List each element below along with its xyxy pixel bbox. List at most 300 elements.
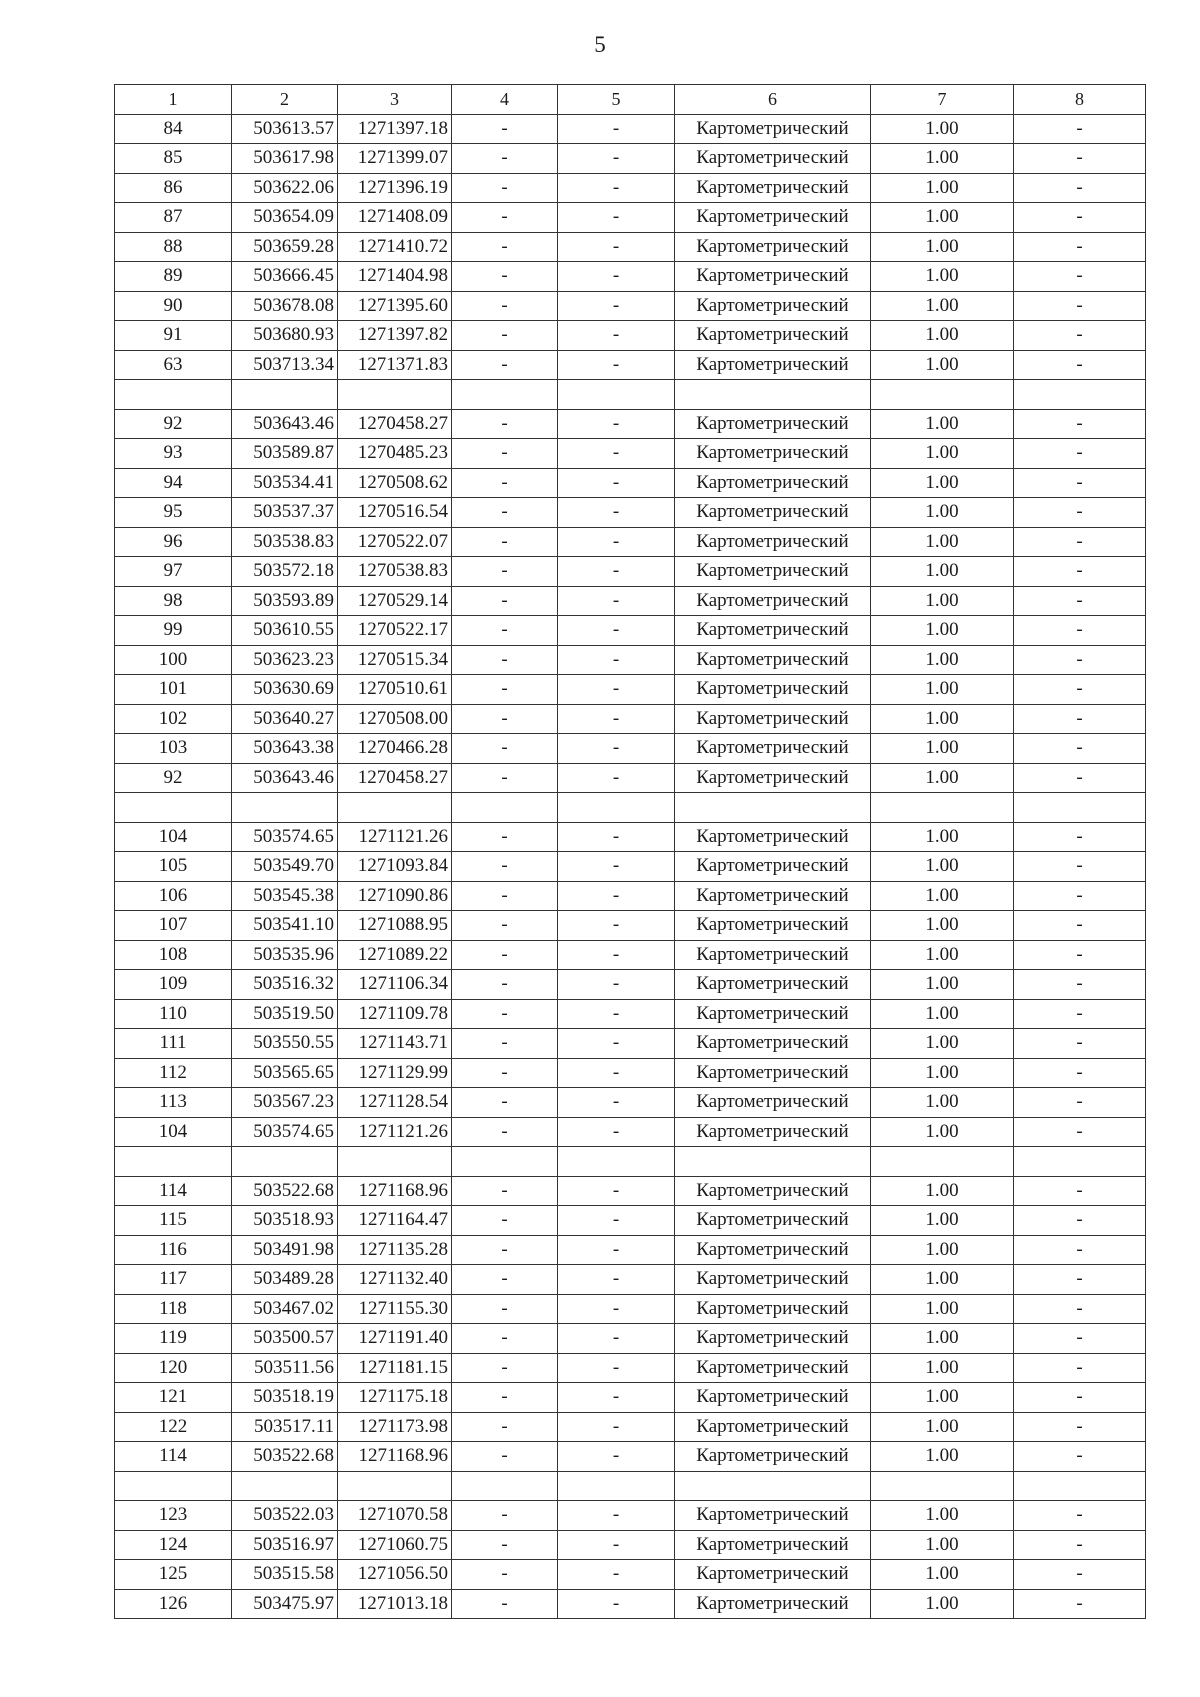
method-cell: Картометрический <box>675 1442 871 1472</box>
accuracy-cell: 1.00 <box>871 1353 1014 1383</box>
column-5-cell: - <box>558 291 675 321</box>
y-coordinate-cell: 1270458.27 <box>338 409 452 439</box>
y-coordinate-cell: 1270522.17 <box>338 616 452 646</box>
column-5-cell: - <box>558 999 675 1029</box>
column-8-cell: - <box>1014 262 1146 292</box>
empty-cell <box>338 1147 452 1177</box>
column-4-cell: - <box>452 852 558 882</box>
accuracy-cell: 1.00 <box>871 468 1014 498</box>
y-coordinate-cell: 1271121.26 <box>338 1117 452 1147</box>
point-number-cell: 114 <box>115 1176 232 1206</box>
y-coordinate-cell: 1271395.60 <box>338 291 452 321</box>
table-row <box>115 439 1146 469</box>
y-coordinate-cell: 1271155.30 <box>338 1294 452 1324</box>
point-number-cell: 126 <box>115 1589 232 1619</box>
method-cell: Картометрический <box>675 321 871 351</box>
method-cell: Картометрический <box>675 144 871 174</box>
column-4-cell: - <box>452 675 558 705</box>
table-row <box>115 734 1146 764</box>
table-row <box>115 999 1146 1029</box>
method-cell: Картометрический <box>675 350 871 380</box>
table-row <box>115 1442 1146 1472</box>
empty-cell <box>1014 380 1146 410</box>
y-coordinate-cell: 1271399.07 <box>338 144 452 174</box>
header-cell: 2 <box>232 85 338 115</box>
empty-cell <box>558 380 675 410</box>
x-coordinate-cell: 503516.32 <box>232 970 338 1000</box>
column-5-cell: - <box>558 1560 675 1590</box>
point-number-cell: 114 <box>115 1442 232 1472</box>
point-number-cell: 117 <box>115 1265 232 1295</box>
empty-cell <box>871 380 1014 410</box>
y-coordinate-cell: 1271191.40 <box>338 1324 452 1354</box>
point-number-cell: 115 <box>115 1206 232 1236</box>
column-4-cell: - <box>452 1589 558 1619</box>
accuracy-cell: 1.00 <box>871 1029 1014 1059</box>
accuracy-cell: 1.00 <box>871 1206 1014 1236</box>
x-coordinate-cell: 503654.09 <box>232 203 338 233</box>
column-5-cell: - <box>558 557 675 587</box>
column-5-cell: - <box>558 1383 675 1413</box>
table-row <box>115 763 1146 793</box>
column-4-cell: - <box>452 291 558 321</box>
accuracy-cell: 1.00 <box>871 616 1014 646</box>
y-coordinate-cell: 1271089.22 <box>338 940 452 970</box>
y-coordinate-cell: 1271408.09 <box>338 203 452 233</box>
y-coordinate-cell: 1270516.54 <box>338 498 452 528</box>
empty-cell <box>558 1147 675 1177</box>
point-number-cell: 124 <box>115 1530 232 1560</box>
point-number-cell: 84 <box>115 114 232 144</box>
method-cell: Картометрический <box>675 1353 871 1383</box>
x-coordinate-cell: 503534.41 <box>232 468 338 498</box>
point-number-cell: 106 <box>115 881 232 911</box>
column-4-cell: - <box>452 1088 558 1118</box>
column-8-cell: - <box>1014 911 1146 941</box>
table-row <box>115 409 1146 439</box>
point-number-cell: 109 <box>115 970 232 1000</box>
column-8-cell: - <box>1014 409 1146 439</box>
column-8-cell: - <box>1014 999 1146 1029</box>
accuracy-cell: 1.00 <box>871 173 1014 203</box>
y-coordinate-cell: 1271164.47 <box>338 1206 452 1236</box>
header-cell: 4 <box>452 85 558 115</box>
x-coordinate-cell: 503574.65 <box>232 822 338 852</box>
point-number-cell: 63 <box>115 350 232 380</box>
table-row <box>115 1235 1146 1265</box>
column-4-cell: - <box>452 734 558 764</box>
column-8-cell: - <box>1014 970 1146 1000</box>
table-row <box>115 970 1146 1000</box>
method-cell: Картометрический <box>675 852 871 882</box>
point-number-cell: 91 <box>115 321 232 351</box>
empty-cell <box>558 1471 675 1501</box>
x-coordinate-cell: 503659.28 <box>232 232 338 262</box>
table-row <box>115 262 1146 292</box>
point-number-cell: 98 <box>115 586 232 616</box>
method-cell: Картометрический <box>675 1058 871 1088</box>
point-number-cell: 119 <box>115 1324 232 1354</box>
table-row <box>115 586 1146 616</box>
y-coordinate-cell: 1271070.58 <box>338 1501 452 1531</box>
table-row <box>115 822 1146 852</box>
column-4-cell: - <box>452 1294 558 1324</box>
table-row <box>115 881 1146 911</box>
column-5-cell: - <box>558 321 675 351</box>
y-coordinate-cell: 1271173.98 <box>338 1412 452 1442</box>
x-coordinate-cell: 503643.46 <box>232 409 338 439</box>
column-4-cell: - <box>452 970 558 1000</box>
point-number-cell: 95 <box>115 498 232 528</box>
column-5-cell: - <box>558 468 675 498</box>
column-4-cell: - <box>452 262 558 292</box>
column-8-cell: - <box>1014 822 1146 852</box>
column-5-cell: - <box>558 439 675 469</box>
table-row <box>115 940 1146 970</box>
column-8-cell: - <box>1014 1265 1146 1295</box>
y-coordinate-cell: 1270458.27 <box>338 763 452 793</box>
column-8-cell: - <box>1014 734 1146 764</box>
column-5-cell: - <box>558 1088 675 1118</box>
method-cell: Картометрический <box>675 704 871 734</box>
accuracy-cell: 1.00 <box>871 881 1014 911</box>
column-4-cell: - <box>452 1442 558 1472</box>
column-8-cell: - <box>1014 1088 1146 1118</box>
table-row <box>115 616 1146 646</box>
column-8-cell: - <box>1014 468 1146 498</box>
accuracy-cell: 1.00 <box>871 527 1014 557</box>
method-cell: Картометрический <box>675 1530 871 1560</box>
column-8-cell: - <box>1014 1560 1146 1590</box>
y-coordinate-cell: 1271109.78 <box>338 999 452 1029</box>
x-coordinate-cell: 503491.98 <box>232 1235 338 1265</box>
method-cell: Картометрический <box>675 468 871 498</box>
empty-cell <box>452 793 558 823</box>
accuracy-cell: 1.00 <box>871 704 1014 734</box>
point-number-cell: 100 <box>115 645 232 675</box>
column-4-cell: - <box>452 527 558 557</box>
column-4-cell: - <box>452 350 558 380</box>
column-4-cell: - <box>452 114 558 144</box>
column-8-cell: - <box>1014 203 1146 233</box>
accuracy-cell: 1.00 <box>871 1383 1014 1413</box>
accuracy-cell: 1.00 <box>871 350 1014 380</box>
column-4-cell: - <box>452 468 558 498</box>
column-8-cell: - <box>1014 173 1146 203</box>
y-coordinate-cell: 1271397.82 <box>338 321 452 351</box>
column-5-cell: - <box>558 763 675 793</box>
column-5-cell: - <box>558 1501 675 1531</box>
column-4-cell: - <box>452 173 558 203</box>
y-coordinate-cell: 1270515.34 <box>338 645 452 675</box>
point-number-cell: 107 <box>115 911 232 941</box>
y-coordinate-cell: 1271013.18 <box>338 1589 452 1619</box>
column-4-cell: - <box>452 645 558 675</box>
accuracy-cell: 1.00 <box>871 144 1014 174</box>
table-row <box>115 1324 1146 1354</box>
point-number-cell: 111 <box>115 1029 232 1059</box>
method-cell: Картометрический <box>675 173 871 203</box>
y-coordinate-cell: 1271396.19 <box>338 173 452 203</box>
column-4-cell: - <box>452 1324 558 1354</box>
method-cell: Картометрический <box>675 1206 871 1236</box>
x-coordinate-cell: 503541.10 <box>232 911 338 941</box>
empty-cell <box>452 380 558 410</box>
header-cell: 1 <box>115 85 232 115</box>
empty-cell <box>1014 1471 1146 1501</box>
column-8-cell: - <box>1014 1235 1146 1265</box>
point-number-cell: 87 <box>115 203 232 233</box>
y-coordinate-cell: 1271397.18 <box>338 114 452 144</box>
table-row <box>115 1029 1146 1059</box>
x-coordinate-cell: 503574.65 <box>232 1117 338 1147</box>
point-number-cell: 104 <box>115 822 232 852</box>
y-coordinate-cell: 1271128.54 <box>338 1088 452 1118</box>
point-number-cell: 93 <box>115 439 232 469</box>
column-5-cell: - <box>558 970 675 1000</box>
method-cell: Картометрический <box>675 763 871 793</box>
x-coordinate-cell: 503518.19 <box>232 1383 338 1413</box>
column-4-cell: - <box>452 1501 558 1531</box>
x-coordinate-cell: 503622.06 <box>232 173 338 203</box>
accuracy-cell: 1.00 <box>871 498 1014 528</box>
header-cell: 7 <box>871 85 1014 115</box>
column-4-cell: - <box>452 999 558 1029</box>
method-cell: Картометрический <box>675 439 871 469</box>
column-4-cell: - <box>452 1560 558 1590</box>
y-coordinate-cell: 1270466.28 <box>338 734 452 764</box>
column-8-cell: - <box>1014 645 1146 675</box>
accuracy-cell: 1.00 <box>871 114 1014 144</box>
point-number-cell: 122 <box>115 1412 232 1442</box>
header-cell: 3 <box>338 85 452 115</box>
column-8-cell: - <box>1014 1589 1146 1619</box>
y-coordinate-cell: 1271132.40 <box>338 1265 452 1295</box>
column-5-cell: - <box>558 1324 675 1354</box>
x-coordinate-cell: 503549.70 <box>232 852 338 882</box>
y-coordinate-cell: 1271371.83 <box>338 350 452 380</box>
table-row <box>115 557 1146 587</box>
column-4-cell: - <box>452 1353 558 1383</box>
method-cell: Картометрический <box>675 911 871 941</box>
accuracy-cell: 1.00 <box>871 1442 1014 1472</box>
column-4-cell: - <box>452 1029 558 1059</box>
point-number-cell: 89 <box>115 262 232 292</box>
column-5-cell: - <box>558 734 675 764</box>
column-5-cell: - <box>558 350 675 380</box>
column-4-cell: - <box>452 1235 558 1265</box>
column-8-cell: - <box>1014 350 1146 380</box>
empty-cell <box>1014 1147 1146 1177</box>
empty-cell <box>232 1471 338 1501</box>
point-number-cell: 113 <box>115 1088 232 1118</box>
point-number-cell: 104 <box>115 1117 232 1147</box>
column-5-cell: - <box>558 409 675 439</box>
accuracy-cell: 1.00 <box>871 645 1014 675</box>
x-coordinate-cell: 503517.11 <box>232 1412 338 1442</box>
separator-row <box>115 1471 1146 1501</box>
accuracy-cell: 1.00 <box>871 586 1014 616</box>
point-number-cell: 118 <box>115 1294 232 1324</box>
accuracy-cell: 1.00 <box>871 1176 1014 1206</box>
column-8-cell: - <box>1014 1117 1146 1147</box>
accuracy-cell: 1.00 <box>871 970 1014 1000</box>
accuracy-cell: 1.00 <box>871 1088 1014 1118</box>
accuracy-cell: 1.00 <box>871 763 1014 793</box>
y-coordinate-cell: 1271181.15 <box>338 1353 452 1383</box>
header-cell: 6 <box>675 85 871 115</box>
x-coordinate-cell: 503630.69 <box>232 675 338 705</box>
table-row <box>115 321 1146 351</box>
table-row <box>115 1412 1146 1442</box>
column-8-cell: - <box>1014 881 1146 911</box>
table-row <box>115 1383 1146 1413</box>
y-coordinate-cell: 1271088.95 <box>338 911 452 941</box>
x-coordinate-cell: 503545.38 <box>232 881 338 911</box>
table-row <box>115 1058 1146 1088</box>
empty-cell <box>1014 793 1146 823</box>
column-5-cell: - <box>558 1442 675 1472</box>
accuracy-cell: 1.00 <box>871 734 1014 764</box>
column-5-cell: - <box>558 498 675 528</box>
column-5-cell: - <box>558 911 675 941</box>
y-coordinate-cell: 1271121.26 <box>338 822 452 852</box>
column-5-cell: - <box>558 1530 675 1560</box>
table-row <box>115 911 1146 941</box>
method-cell: Картометрический <box>675 940 871 970</box>
column-5-cell: - <box>558 1058 675 1088</box>
column-8-cell: - <box>1014 291 1146 321</box>
table-row <box>115 232 1146 262</box>
column-4-cell: - <box>452 1176 558 1206</box>
table-row <box>115 1560 1146 1590</box>
column-4-cell: - <box>452 1412 558 1442</box>
column-5-cell: - <box>558 852 675 882</box>
point-number-cell: 85 <box>115 144 232 174</box>
empty-cell <box>675 793 871 823</box>
column-4-cell: - <box>452 498 558 528</box>
method-cell: Картометрический <box>675 734 871 764</box>
column-5-cell: - <box>558 940 675 970</box>
accuracy-cell: 1.00 <box>871 675 1014 705</box>
accuracy-cell: 1.00 <box>871 1265 1014 1295</box>
point-number-cell: 125 <box>115 1560 232 1590</box>
column-8-cell: - <box>1014 557 1146 587</box>
column-4-cell: - <box>452 881 558 911</box>
x-coordinate-cell: 503666.45 <box>232 262 338 292</box>
column-4-cell: - <box>452 616 558 646</box>
column-5-cell: - <box>558 262 675 292</box>
column-5-cell: - <box>558 704 675 734</box>
separator-row <box>115 793 1146 823</box>
page-number: 5 <box>594 32 606 57</box>
method-cell: Картометрический <box>675 1265 871 1295</box>
accuracy-cell: 1.00 <box>871 822 1014 852</box>
column-8-cell: - <box>1014 940 1146 970</box>
accuracy-cell: 1.00 <box>871 999 1014 1029</box>
column-8-cell: - <box>1014 1530 1146 1560</box>
accuracy-cell: 1.00 <box>871 911 1014 941</box>
x-coordinate-cell: 503511.56 <box>232 1353 338 1383</box>
empty-cell <box>675 1471 871 1501</box>
column-8-cell: - <box>1014 1353 1146 1383</box>
method-cell: Картометрический <box>675 1412 871 1442</box>
table-row <box>115 1206 1146 1236</box>
accuracy-cell: 1.00 <box>871 1117 1014 1147</box>
table-row <box>115 1589 1146 1619</box>
x-coordinate-cell: 503678.08 <box>232 291 338 321</box>
column-5-cell: - <box>558 203 675 233</box>
accuracy-cell: 1.00 <box>871 291 1014 321</box>
x-coordinate-cell: 503538.83 <box>232 527 338 557</box>
method-cell: Картометрический <box>675 675 871 705</box>
separator-row <box>115 380 1146 410</box>
column-8-cell: - <box>1014 1383 1146 1413</box>
column-4-cell: - <box>452 1117 558 1147</box>
accuracy-cell: 1.00 <box>871 1235 1014 1265</box>
point-number-cell: 123 <box>115 1501 232 1531</box>
empty-cell <box>115 793 232 823</box>
method-cell: Картометрический <box>675 645 871 675</box>
point-number-cell: 90 <box>115 291 232 321</box>
y-coordinate-cell: 1270508.62 <box>338 468 452 498</box>
y-coordinate-cell: 1271168.96 <box>338 1176 452 1206</box>
y-coordinate-cell: 1270522.07 <box>338 527 452 557</box>
empty-cell <box>338 1471 452 1501</box>
method-cell: Картометрический <box>675 970 871 1000</box>
column-4-cell: - <box>452 232 558 262</box>
table-body <box>115 114 1146 1619</box>
column-8-cell: - <box>1014 763 1146 793</box>
accuracy-cell: 1.00 <box>871 1501 1014 1531</box>
accuracy-cell: 1.00 <box>871 852 1014 882</box>
method-cell: Картометрический <box>675 1117 871 1147</box>
column-4-cell: - <box>452 557 558 587</box>
column-4-cell: - <box>452 203 558 233</box>
method-cell: Картометрический <box>675 616 871 646</box>
column-8-cell: - <box>1014 439 1146 469</box>
column-8-cell: - <box>1014 321 1146 351</box>
column-5-cell: - <box>558 1294 675 1324</box>
table-row <box>115 498 1146 528</box>
column-5-cell: - <box>558 1206 675 1236</box>
column-8-cell: - <box>1014 498 1146 528</box>
table-row <box>115 1501 1146 1531</box>
x-coordinate-cell: 503522.03 <box>232 1501 338 1531</box>
y-coordinate-cell: 1271175.18 <box>338 1383 452 1413</box>
method-cell: Картометрический <box>675 1324 871 1354</box>
y-coordinate-cell: 1271135.28 <box>338 1235 452 1265</box>
method-cell: Картометрический <box>675 557 871 587</box>
x-coordinate-cell: 503475.97 <box>232 1589 338 1619</box>
accuracy-cell: 1.00 <box>871 1294 1014 1324</box>
accuracy-cell: 1.00 <box>871 557 1014 587</box>
column-8-cell: - <box>1014 232 1146 262</box>
method-cell: Картометрический <box>675 409 871 439</box>
empty-cell <box>115 1471 232 1501</box>
column-5-cell: - <box>558 114 675 144</box>
accuracy-cell: 1.00 <box>871 203 1014 233</box>
accuracy-cell: 1.00 <box>871 262 1014 292</box>
empty-cell <box>871 1147 1014 1177</box>
column-8-cell: - <box>1014 1294 1146 1324</box>
point-number-cell: 97 <box>115 557 232 587</box>
column-4-cell: - <box>452 321 558 351</box>
table-row <box>115 1353 1146 1383</box>
column-4-cell: - <box>452 144 558 174</box>
table-row <box>115 173 1146 203</box>
x-coordinate-cell: 503535.96 <box>232 940 338 970</box>
